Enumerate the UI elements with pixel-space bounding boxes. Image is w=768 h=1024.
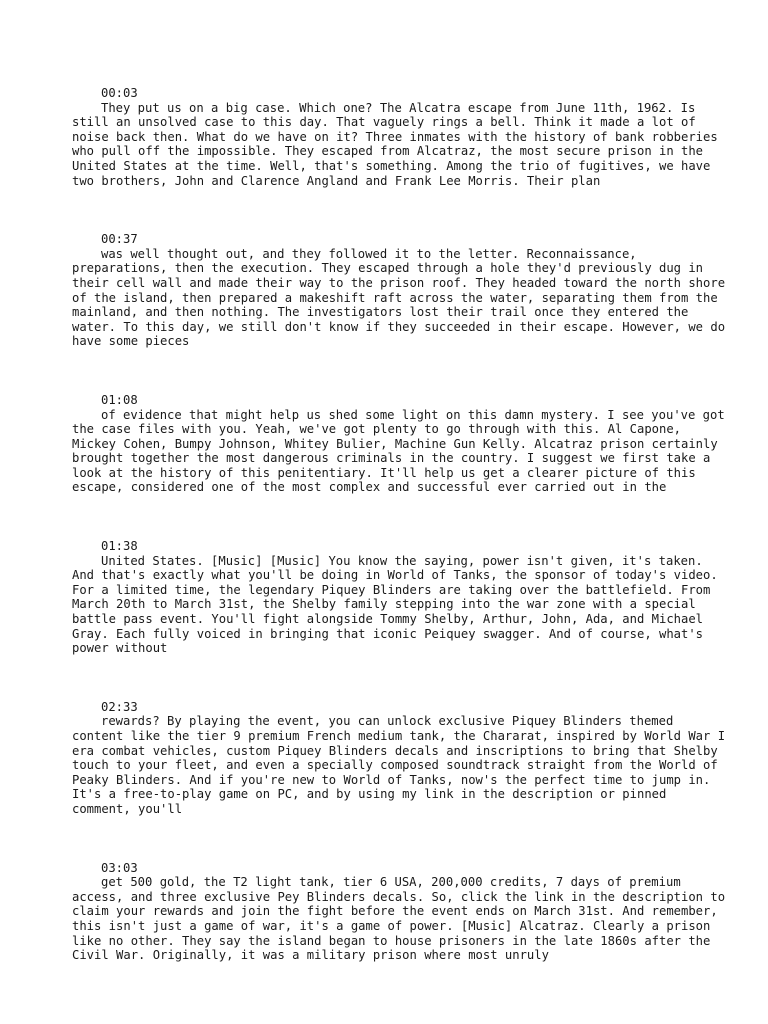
segment-text: rewards? By playing the event, you can unlock exclusive Piquey Blinders themed content like the tier 9 premium French medium tank, the Chararat, inspired by World War I era combat vehicles, custom Piquey Blinders decals and inscriptions to bring that Shelby touch to your fleet, and even a specially composed soundtrack straight from the World of Peaky Blinders. And if you're new to World of Tanks, now's the perfect time to jump in. It's a free-to-play game on PC, and by using my link in the description or pinned comment, you'll: [72, 714, 726, 816]
segment-text: get 500 gold, the T2 light tank, tier 6 USA, 200,000 credits, 7 days of premium access, and three exclusive Pey Blinders decals. So, click the link in the description to claim your rewards and join the fight before the event ends on March 31st. And remember, this isn't just a game of war, it's a game of power. [Music] Alcatraz. Clearly a prison like no other. They say the island began to house prisoners in the late 1860s after the Civil War. Originally, it was a military prison where most unruly: [72, 875, 726, 963]
segment-text: was well thought out, and they followed it to the letter. Reconnaissance, preparations, then the execution. They escaped through a hole they'd previously dug in their cell wall and made their way to the prison roof. They headed toward the north shore of the island, then prepared a makeshift raft across the water, separating them from the mainland, and then nothing. The investigators lost their trail once they entered the water. To this day, we still don't know if they succeeded in their escape. However, we do have some pieces: [72, 246, 726, 349]
transcript-segment: [72, 393, 728, 495]
transcript-segment: [72, 86, 728, 188]
transcript-segment: [72, 861, 728, 963]
timestamp: 02:33: [101, 699, 138, 714]
transcript-segment: [72, 700, 728, 817]
timestamp: 01:38: [101, 539, 138, 554]
timestamp: 03:03: [101, 860, 138, 875]
segment-text: They put us on a big case. Which one? The Alcatra escape from June 11th, 1962. Is still an unsolved case to this day. That vaguely rings a bell. Think it made a lot of noise back then. What do we have on it? Three inmates with the history of bank robberies who pull off the impossible. They escaped from Alcatraz, the most secure prison in the United States at the time. Well, that's something. Among the trio of fugitives, we have two brothers, John and Clarence Angland and Frank Lee Morris. Their plan: [72, 100, 718, 188]
timestamp: 01:08: [101, 392, 138, 407]
transcript-segment: [72, 539, 728, 656]
transcript-segment: [72, 232, 728, 349]
timestamp: 00:37: [101, 232, 138, 247]
timestamp: 00:03: [101, 86, 138, 100]
segment-text: of evidence that might help us shed some light on this damn mystery. I see you've got the case files with you. Yeah, we've got plenty to go through with this. Al Capone, Mickey Cohen, Bumpy Johnson, Whitey Bulier, Machine Gun Kelly. Alcatraz prison certainly brought together the most dangerous criminals in the country. I suggest we first take a look at the history of this penitentiary. It'll help us get a clearer picture of this escape, considered one of the most complex and successful ever carried out in the: [72, 407, 725, 495]
segment-text: United States. [Music] [Music] You know the saying, power isn't given, it's taken. And that's exactly what you'll be doing in World of Tanks, the sponsor of today's video. For a limited time, the legendary Piquey Blinders are taking over the battlefield. From March 20th to March 31st, the Shelby family stepping into the war zone with a special battle pass event. You'll fight alongside Tommy Shelby, Arthur, John, Ada, and Michael Gray. Each fully voiced in bringing that iconic Peiquey swagger. And of course, what's power without: [72, 553, 718, 656]
